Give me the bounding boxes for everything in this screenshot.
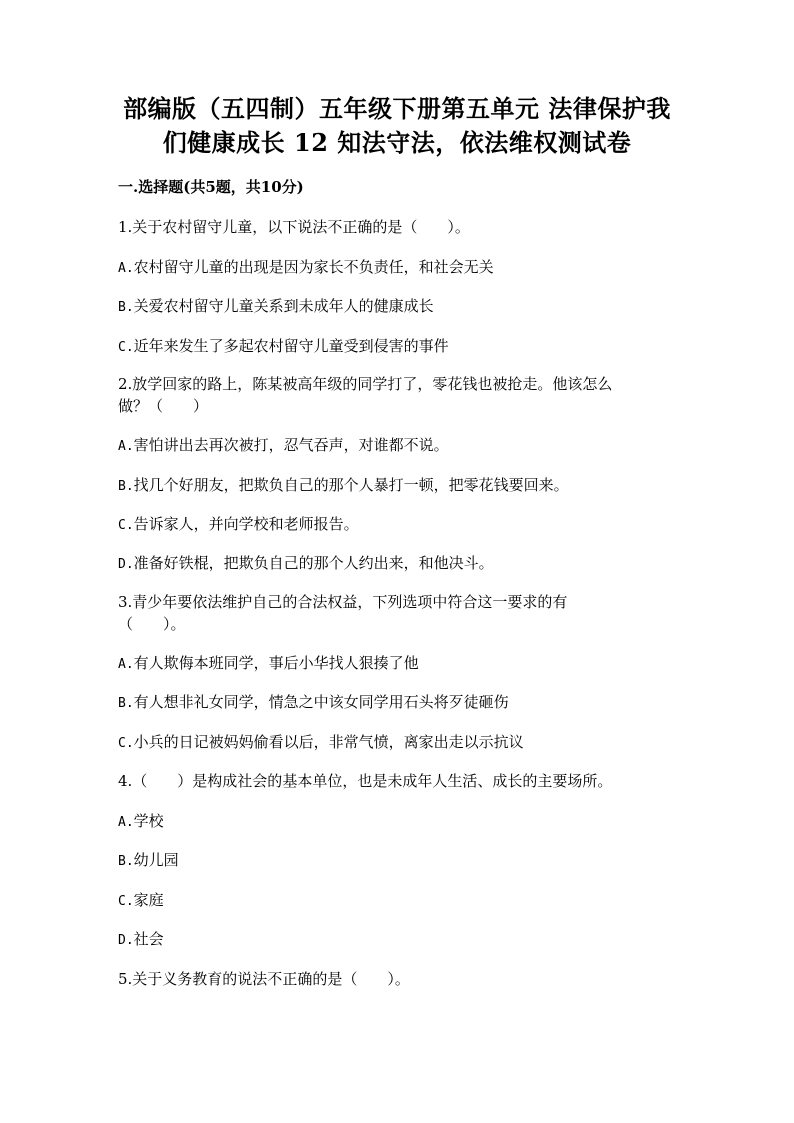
option-text: 幼儿园 xyxy=(133,851,179,869)
option-letter: B. xyxy=(118,300,134,315)
option-text: 有人想非礼女同学，情急之中该女同学用石头将歹徒砸伤 xyxy=(133,693,509,711)
question-4-option-d xyxy=(118,928,678,952)
question-1-option-c xyxy=(118,335,678,359)
option-letter: C. xyxy=(118,894,134,909)
question-4-stem: 4.（ ）是构成社会的基本单位，也是未成年人生活、成长的主要场所。 xyxy=(118,772,613,790)
question-3-stem-line-2: （ ）。 xyxy=(118,615,186,633)
option-letter: D. xyxy=(118,557,134,572)
question-5-stem: 5.关于义务教育的说法不正确的是（ ）。 xyxy=(118,970,410,988)
question-2-option-d xyxy=(118,552,678,576)
title-line-2: 们健康成长 12 知法守法，依法维权测试卷 xyxy=(162,128,632,157)
question-2-option-a xyxy=(118,434,678,458)
question-3-option-c xyxy=(118,731,678,755)
option-text: 告诉家人，并向学校和老师报告。 xyxy=(133,515,359,533)
section-heading: 一.选择题(共5题，共10分) xyxy=(118,178,304,196)
option-letter: A. xyxy=(118,261,134,276)
option-letter: A. xyxy=(118,815,134,830)
question-3-stem-line-1: 3.青少年要依法维护自己的合法权益，下列选项中符合这一要求的有 xyxy=(118,593,568,611)
option-letter: C. xyxy=(118,340,134,355)
option-text: 害怕讲出去再次被打，忍气吞声，对谁都不说。 xyxy=(133,436,449,454)
question-2-option-c xyxy=(118,513,678,537)
question-2-stem-line-1: 2.放学回家的路上，陈某被高年级的同学打了，零花钱也被抢走。他该怎么 xyxy=(118,375,613,393)
question-2-option-b xyxy=(118,474,678,498)
question-3-option-b xyxy=(118,691,678,715)
question-2-stem-line-2: 做？（ ） xyxy=(118,397,209,415)
option-letter: C. xyxy=(118,518,134,533)
question-4-option-c xyxy=(118,889,678,913)
title-line-1: 部编版（五四制）五年级下册第五单元 法律保护我 xyxy=(123,94,671,123)
option-letter: A. xyxy=(118,439,134,454)
question-1-stem: 1.关于农村留守儿童，以下说法不正确的是（ ）。 xyxy=(118,218,470,236)
question-1-option-a xyxy=(118,256,678,280)
option-text: 有人欺侮本班同学，事后小华找人狠揍了他 xyxy=(133,654,419,672)
page-title xyxy=(110,92,684,160)
option-text: 找几个好朋友，把欺负自己的那个人暴打一顿，把零花钱要回来。 xyxy=(133,476,569,494)
option-text: 家庭 xyxy=(133,891,164,909)
option-text: 关爱农村留守儿童关系到未成年人的健康成长 xyxy=(133,297,434,315)
option-letter: C. xyxy=(118,736,134,751)
option-letter: A. xyxy=(118,657,134,672)
option-letter: B. xyxy=(118,479,134,494)
option-text: 学校 xyxy=(133,812,164,830)
question-1-option-b xyxy=(118,295,678,319)
option-letter: B. xyxy=(118,696,134,711)
question-4-option-b xyxy=(118,849,678,873)
option-text: 准备好铁棍，把欺负自己的那个人约出来，和他决斗。 xyxy=(133,554,494,572)
option-text: 农村留守儿童的出现是因为家长不负责任，和社会无关 xyxy=(133,258,494,276)
option-letter: D. xyxy=(118,933,134,948)
option-text: 小兵的日记被妈妈偷看以后，非常气愤，离家出走以示抗议 xyxy=(133,733,524,751)
option-text: 近年来发生了多起农村留守儿童受到侵害的事件 xyxy=(133,337,449,355)
option-text: 社会 xyxy=(133,930,164,948)
question-3-option-a xyxy=(118,652,678,676)
option-letter: B. xyxy=(118,854,134,869)
question-4-option-a xyxy=(118,810,678,834)
